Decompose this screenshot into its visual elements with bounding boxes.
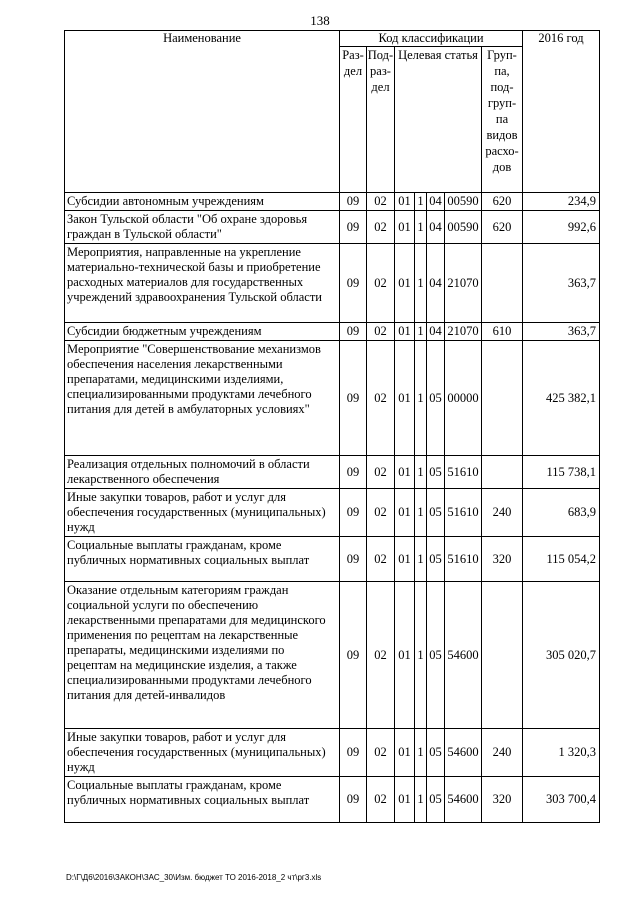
row-target-type: 1 [415,211,427,244]
row-target-type: 1 [415,323,427,341]
table-row [65,777,600,823]
header-classification: Код классификации [340,31,523,47]
row-name: Мероприятие "Совершенствование механизмов обеспечения населения лекарственными препаратами, медицинскими изделиями, специализированными продуктами лечебного питания для детей в амбулаторных условиях" [65,341,340,456]
table-row [65,193,600,211]
row-target-program: 01 [395,537,415,582]
row-target-direction: 54600 [445,582,482,729]
page-number: 138 [310,13,330,28]
row-target-subprogram: 05 [427,537,445,582]
row-podrazdel: 02 [367,456,395,489]
row-expense-type: 610 [482,323,523,341]
row-target-type: 1 [415,729,427,777]
row-podrazdel: 02 [367,323,395,341]
row-target-subprogram: 05 [427,582,445,729]
row-target-type: 1 [415,777,427,823]
row-target-subprogram: 05 [427,777,445,823]
row-target-direction: 21070 [445,323,482,341]
row-expense-type: 240 [482,489,523,537]
row-expense-type: 620 [482,193,523,211]
row-target-program: 01 [395,193,415,211]
row-name: Реализация отдельных полномочий в области лекарственного обеспечения [65,456,340,489]
row-target-program: 01 [395,323,415,341]
row-target-direction: 00590 [445,211,482,244]
row-podrazdel: 02 [367,582,395,729]
row-podrazdel: 02 [367,211,395,244]
row-target-direction: 51610 [445,537,482,582]
row-razdel: 09 [340,323,367,341]
row-podrazdel: 02 [367,729,395,777]
row-target-subprogram: 05 [427,489,445,537]
table-row [65,582,600,729]
row-podrazdel: 02 [367,777,395,823]
file-path-footer: D:\Г\Д6\2016\ЗАКОН\ЗАС_30\Изм. бюджет ТО 2016-2018_2 чт\рг3.xls [66,873,322,882]
row-expense-type [482,456,523,489]
row-amount: 363,7 [523,323,600,341]
header-target: Целевая статья [395,47,482,193]
row-target-program: 01 [395,582,415,729]
row-podrazdel: 02 [367,244,395,323]
row-amount: 683,9 [523,489,600,537]
row-target-subprogram: 05 [427,729,445,777]
row-target-program: 01 [395,211,415,244]
row-razdel: 09 [340,489,367,537]
row-amount: 425 382,1 [523,341,600,456]
row-target-subprogram: 05 [427,341,445,456]
row-razdel: 09 [340,537,367,582]
header-subsection: Под- раз- дел [367,47,395,193]
row-target-subprogram: 04 [427,211,445,244]
row-target-direction: 54600 [445,777,482,823]
row-podrazdel: 02 [367,193,395,211]
row-target-program: 01 [395,456,415,489]
row-expense-type [482,244,523,323]
row-expense-type: 240 [482,729,523,777]
table-row [65,729,600,777]
row-amount: 992,6 [523,211,600,244]
row-target-program: 01 [395,244,415,323]
row-amount: 115 738,1 [523,456,600,489]
row-target-direction: 51610 [445,456,482,489]
row-target-type: 1 [415,489,427,537]
row-target-subprogram: 04 [427,193,445,211]
header-section: Раз- дел [340,47,367,193]
header-year: 2016 год [523,31,600,193]
row-expense-type [482,582,523,729]
row-name: Иные закупки товаров, работ и услуг для обеспечения государственных (муниципальных) нужд [65,489,340,537]
row-name: Субсидии бюджетным учреждениям [65,323,340,341]
row-amount: 363,7 [523,244,600,323]
row-target-direction: 00590 [445,193,482,211]
row-expense-type: 320 [482,777,523,823]
row-name: Субсидии автономным учреждениям [65,193,340,211]
row-name: Иные закупки товаров, работ и услуг для обеспечения государственных (муниципальных) нужд [65,729,340,777]
row-target-direction: 21070 [445,244,482,323]
row-target-program: 01 [395,341,415,456]
row-razdel: 09 [340,211,367,244]
row-amount: 305 020,7 [523,582,600,729]
row-name: Мероприятия, направленные на укрепление материально-технической базы и приобретение расходных материалов для государственных учреждений здравоохранения Тульской области [65,244,340,323]
row-target-type: 1 [415,341,427,456]
row-expense-type: 620 [482,211,523,244]
row-podrazdel: 02 [367,489,395,537]
row-target-direction: 51610 [445,489,482,537]
header-group: Груп- па, под- груп- па видов расхо- дов [482,47,523,193]
row-target-type: 1 [415,456,427,489]
row-target-type: 1 [415,193,427,211]
row-razdel: 09 [340,244,367,323]
row-target-subprogram: 04 [427,323,445,341]
row-target-program: 01 [395,489,415,537]
row-name: Закон Тульской области "Об охране здоровья граждан в Тульской области" [65,211,340,244]
row-razdel: 09 [340,456,367,489]
row-target-subprogram: 05 [427,456,445,489]
table-row [65,211,600,244]
row-amount: 303 700,4 [523,777,600,823]
row-razdel: 09 [340,729,367,777]
row-amount: 1 320,3 [523,729,600,777]
row-target-program: 01 [395,777,415,823]
table-row [65,456,600,489]
table-row [65,323,600,341]
row-target-subprogram: 04 [427,244,445,323]
row-target-type: 1 [415,582,427,729]
row-amount: 234,9 [523,193,600,211]
row-podrazdel: 02 [367,341,395,456]
row-target-type: 1 [415,537,427,582]
row-razdel: 09 [340,193,367,211]
row-expense-type [482,341,523,456]
row-amount: 115 054,2 [523,537,600,582]
row-razdel: 09 [340,582,367,729]
row-razdel: 09 [340,777,367,823]
table-row [65,489,600,537]
row-target-direction: 00000 [445,341,482,456]
header-name: Наименование [65,31,340,193]
row-target-type: 1 [415,244,427,323]
table-row [65,244,600,323]
row-target-program: 01 [395,729,415,777]
budget-table [64,30,600,823]
row-target-direction: 54600 [445,729,482,777]
table-row [65,341,600,456]
row-podrazdel: 02 [367,537,395,582]
table-row [65,537,600,582]
row-razdel: 09 [340,341,367,456]
row-name: Социальные выплаты гражданам, кроме публичных нормативных социальных выплат [65,777,340,823]
row-name: Оказание отдельным категориям граждан социальной услуги по обеспечению лекарственными препаратами для медицинского применения по рецептам на лекарственные препараты, медицинскими изделиями по рецептам на медицинские изделия, а также специализированными продуктами лечебного питания для детей-инвалидов [65,582,340,729]
row-expense-type: 320 [482,537,523,582]
row-name: Социальные выплаты гражданам, кроме публичных нормативных социальных выплат [65,537,340,582]
